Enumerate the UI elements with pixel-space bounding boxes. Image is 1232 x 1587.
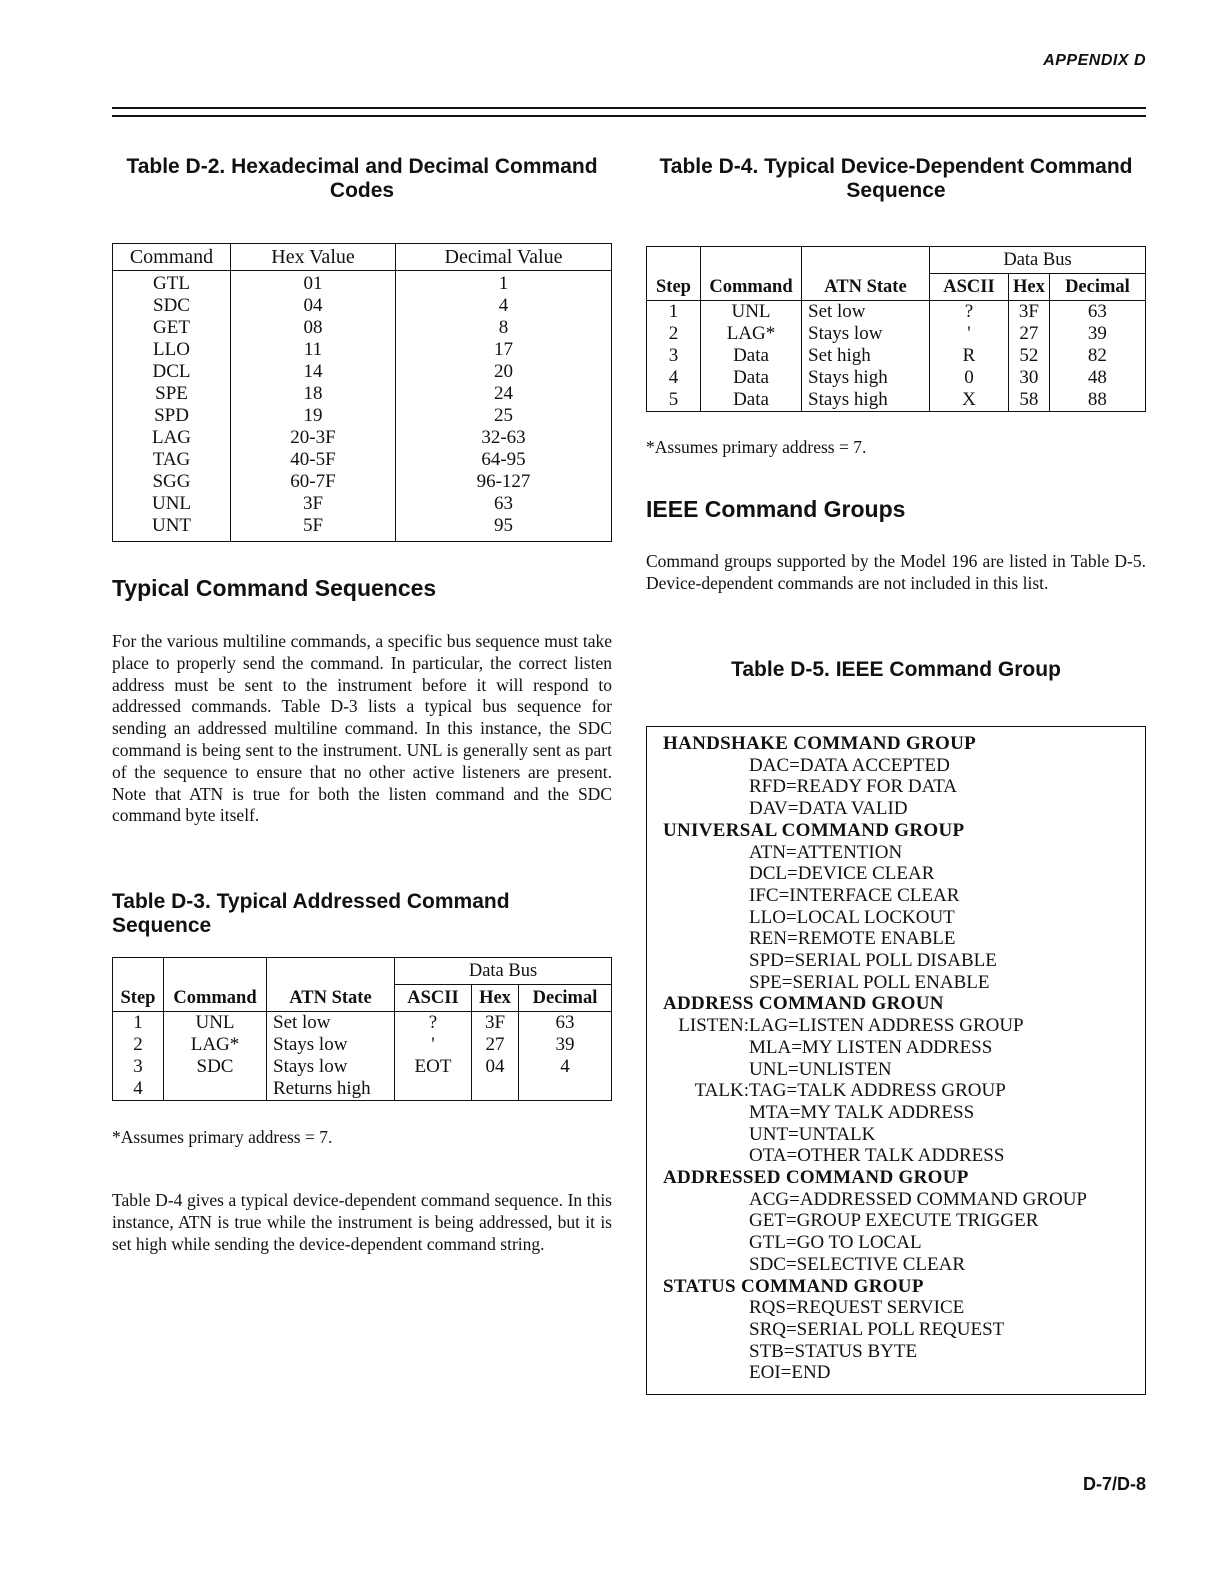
table-d4 [646,246,1146,412]
table-d2-header-row [113,244,612,271]
table-row [647,389,1146,412]
ieee-groups-paragraph: Command groups supported by the Model 196 are listed in Table D-5. Device-dependent commands are not included in this list. [646,551,1146,593]
table-row [113,383,612,405]
table-d3-header-row-1 [113,958,612,985]
table-row [647,345,1146,367]
table-row [113,1034,612,1056]
table-d2-cell-decimal: 96-127 [396,471,612,493]
command-item: STB=STATUS BYTE [749,1340,918,1362]
table-d4-title [646,155,1146,203]
table-d4-footnote: *Assumes primary address = 7. [646,437,867,457]
table-row [113,361,612,383]
table-d4-cell-command: Data [701,389,802,412]
table-d4-cell-atn-state: Set low [802,301,930,324]
table-d2-cell-command: UNL [151,493,192,514]
table-row [113,317,612,339]
table-d4-cell-command: LAG* [701,323,802,345]
table-d2-cell-decimal: 20 [396,361,612,383]
table-d5 [646,726,1146,1395]
table-d2-cell-decimal: 8 [396,317,612,339]
table-d2-cell-hex: 60-7F [231,471,396,493]
table-d2-cell-command: SGG [152,471,191,492]
table-d2-cell-hex: 3F [231,493,396,515]
table-d3-cell-command: LAG* [164,1034,267,1056]
table-d3 [112,957,612,1101]
command-item: GTL=GO TO LOCAL [749,1232,922,1254]
table-d4-cell-command: Data [701,345,802,367]
table-d3-cell-ascii: ' [395,1034,472,1056]
command-item: LAG=LISTEN ADDRESS GROUP [749,1015,1024,1037]
table-d2-cell-decimal: 25 [396,405,612,427]
command-item: TAG=TALK ADDRESS GROUP [749,1080,1006,1102]
table-d2-title [112,155,612,203]
table-d4-header-row-1 [647,247,1146,274]
table-d3-cell-decimal: 4 [519,1056,612,1078]
command-group-heading: STATUS COMMAND GROUP [663,1275,924,1297]
table-d4-cell-command: Data [701,367,802,389]
table-d4-cell-atn-state: Stays high [802,389,930,412]
table-d2-col-command: Command [113,244,231,271]
table-d3-cell-ascii: ? [395,1012,472,1035]
table-d4-cell-step: 2 [668,323,679,344]
table-d3-body [113,1012,612,1101]
table-d4-col-atn: ATN State [802,274,930,301]
table-d4-title-line1: Table D-4. Typical Device-Dependent Command [659,155,1133,178]
table-d2-cell-command: SPD [154,405,189,426]
table-d3-cell-ascii: EOT [395,1056,472,1078]
command-item: SDC=SELECTIVE CLEAR [749,1253,966,1275]
table-d2-body [113,271,612,542]
table-row [113,405,612,427]
table-d2-cell-command: LLO [153,339,190,360]
command-group-subsection [663,1080,1145,1102]
table-d3-cell-command: UNL [164,1012,267,1035]
table-d3-cell-step: 1 [133,1012,143,1033]
table-d2-cell-decimal: 64-95 [396,449,612,471]
table-row [113,427,612,449]
command-item: OTA=OTHER TALK ADDRESS [749,1145,1005,1167]
table-d4-cell-ascii: R [930,345,1009,367]
table-d2-cell-decimal: 95 [396,515,612,542]
appendix-label: APPENDIX D [1043,52,1146,69]
table-d4-cell-ascii: ? [930,301,1009,324]
table-d3-cell-atn-state: Set low [267,1012,395,1035]
table-d4-cell-decimal: 39 [1049,323,1145,345]
table-row [113,471,612,493]
table-d4-cell-hex: 30 [1009,367,1050,389]
table-d2-col-hex: Hex Value [231,244,396,271]
table-d4-col-step: Step [647,274,701,301]
header-rule-bottom [112,115,1146,117]
table-row [113,493,612,515]
table-d4-cell-ascii: X [930,389,1009,412]
command-item: ACG=ADDRESSED COMMAND GROUP [749,1188,1087,1210]
table-d3-cell-ascii [395,1078,472,1101]
table-d4-col-decimal: Decimal [1049,274,1145,301]
table-d2-cell-hex: 14 [231,361,396,383]
table-d3-cell-command: SDC [164,1056,267,1078]
command-item: DAV=DATA VALID [749,798,908,820]
command-item: ATN=ATTENTION [749,841,903,863]
table-d2-cell-hex: 5F [231,515,396,542]
command-item: LLO=LOCAL LOCKOUT [749,906,955,928]
command-item: EOI=END [749,1362,831,1384]
table-d3-cell-hex: 3F [472,1012,519,1035]
table-d3-bus-label: Data Bus [395,958,612,985]
table-d4-cell-decimal: 63 [1049,301,1145,324]
table-d3-cell-hex [472,1078,519,1101]
table-d2-cell-command: SPE [155,383,188,404]
subsection-tag: TALK: [694,1080,749,1102]
table-d2-cell-decimal: 24 [396,383,612,405]
table-d4-cell-hex: 27 [1009,323,1050,345]
table-d2-cell-command: DCL [152,361,191,382]
table-d2-cell-command: UNT [151,515,192,536]
table-row [113,1078,612,1101]
table-d4-cell-step: 3 [668,345,679,366]
table-d3-cell-step: 2 [133,1034,143,1055]
command-item: DCL=DEVICE CLEAR [749,863,935,885]
command-item: RQS=REQUEST SERVICE [749,1297,965,1319]
table-row [647,367,1146,389]
table-d3-cell-hex: 04 [472,1056,519,1078]
typical-sequences-heading: Typical Command Sequences [112,575,437,601]
table-d2-cell-hex: 19 [231,405,396,427]
table-d4-cell-hex: 52 [1009,345,1050,367]
d4-intro-paragraph: Table D-4 gives a typical device-dependent command sequence. In this instance, ATN is true while the instrument is being addressed, but it is set high while sending the device-dependent command string. [112,1190,612,1254]
table-d4-cell-step: 1 [668,301,679,322]
table-d3-col-command: Command [164,985,267,1012]
table-d4-cell-step: 4 [668,367,679,388]
table-d4-cell-hex: 3F [1009,301,1050,324]
table-row [113,1056,612,1078]
command-item: SPD=SERIAL POLL DISABLE [749,950,997,972]
table-d3-header-row-2 [113,985,612,1012]
table-d3-cell-atn-state: Returns high [267,1078,395,1101]
table-d3-col-atn: ATN State [267,985,395,1012]
table-d3-col-decimal: Decimal [519,985,612,1012]
table-d3-cell-step: 4 [133,1078,143,1099]
table-d3-cell-decimal [519,1078,612,1101]
table-d4-body [647,301,1146,412]
table-row [647,301,1146,324]
table-d5-title: Table D-5. IEEE Command Group [731,658,1061,681]
command-item: REN=REMOTE ENABLE [749,928,956,950]
table-row [113,515,612,542]
table-d2-cell-command: GET [153,317,190,338]
table-d2-title-line1: Table D-2. Hexadecimal and Decimal Command [126,155,598,178]
table-d4-cell-atn-state: Stays low [802,323,930,345]
table-d4-cell-step: 5 [668,389,679,410]
table-d3-cell-decimal: 39 [519,1034,612,1056]
table-d4-header-row-2 [647,274,1146,301]
table-d2-cell-decimal: 63 [396,493,612,515]
table-d2-cell-decimal: 4 [396,295,612,317]
table-d4-cell-hex: 58 [1009,389,1050,412]
command-item: MLA=MY LISTEN ADDRESS [749,1036,993,1058]
command-item: SRQ=SERIAL POLL REQUEST [749,1318,1005,1340]
command-item: SPE=SERIAL POLL ENABLE [749,971,990,993]
table-d4-col-command: Command [701,274,802,301]
table-row [113,1012,612,1035]
table-d4-col-ascii: ASCII [930,274,1009,301]
table-d4-cell-command: UNL [701,301,802,324]
table-d2-col-decimal: Decimal Value [396,244,612,271]
table-d2-cell-hex: 01 [231,271,396,296]
command-group-subsection [663,1015,1145,1037]
table-d4-cell-atn-state: Set high [802,345,930,367]
table-d2-cell-decimal: 1 [396,271,612,296]
table-row [113,449,612,471]
table-d2-cell-command: LAG [151,427,192,448]
table-d2-cell-decimal: 17 [396,339,612,361]
command-group-heading: ADDRESSED COMMAND GROUP [663,1167,969,1189]
command-group-heading: UNIVERSAL COMMAND GROUP [663,819,965,841]
table-d3-cell-atn-state: Stays low [267,1056,395,1078]
command-item: GET=GROUP EXECUTE TRIGGER [749,1210,1039,1232]
table-d4-cell-ascii: 0 [930,367,1009,389]
table-row [113,339,612,361]
header-rule-top [112,107,1146,109]
table-d3-footnote: *Assumes primary address = 7. [112,1127,333,1147]
table-d2-cell-hex: 40-5F [231,449,396,471]
table-d4-cell-decimal: 48 [1049,367,1145,389]
table-d4-title-line2: Sequence [846,179,946,202]
command-item: UNL=UNLISTEN [749,1058,892,1080]
command-item: RFD=READY FOR DATA [749,776,958,798]
table-d2-cell-command: SDC [153,295,190,316]
table-d4-col-hex: Hex [1009,274,1050,301]
table-d2-cell-hex: 08 [231,317,396,339]
table-d4-cell-atn-state: Stays high [802,367,930,389]
table-d4-cell-decimal: 82 [1049,345,1145,367]
table-d2-cell-hex: 04 [231,295,396,317]
table-d4-bus-label: Data Bus [930,247,1146,274]
table-d2-cell-hex: 18 [231,383,396,405]
table-d2-cell-hex: 11 [231,339,396,361]
ieee-groups-heading: IEEE Command Groups [646,496,906,522]
table-d3-cell-atn-state: Stays low [267,1034,395,1056]
table-d3-title: Table D-3. Typical Addressed Command Sequence [112,890,510,937]
table-d3-col-step: Step [113,985,164,1012]
table-row [647,323,1146,345]
typical-sequences-paragraph: For the various multiline commands, a specific bus sequence must take place to properly send the command. In particular, the correct listen address must be sent to the instrument before it will respond to addressed commands. Table D-3 lists a typical bus sequence for sending an addressed multiline command. In this instance, the SDC command is being sent to the instrument. UNL is generally sent as part of the sequence to ensure that no other active listeners are present. Note that ATN is true for both the listen command and the SDC command byte itself. [112,631,612,826]
table-d2-cell-command: TAG [152,449,191,470]
command-group-heading: ADDRESS COMMAND GROUN [663,993,944,1015]
command-group-heading: HANDSHAKE COMMAND GROUP [663,733,976,754]
table-d2-title-line2: Codes [329,179,395,202]
subsection-tag: LISTEN: [678,1015,749,1037]
table-d2-cell-hex: 20-3F [231,427,396,449]
table-d4-cell-ascii: ' [930,323,1009,345]
table-d2 [112,243,612,542]
table-d3-cell-step: 3 [133,1056,143,1077]
table-d4-cell-decimal: 88 [1049,389,1145,412]
command-item: IFC=INTERFACE CLEAR [749,884,960,906]
table-d3-cell-decimal: 63 [519,1012,612,1035]
table-d3-col-ascii: ASCII [395,985,472,1012]
command-item: UNT=UNTALK [749,1123,876,1145]
table-row [113,271,612,296]
table-d2-cell-command: GTL [153,273,190,294]
table-d2-cell-decimal: 32-63 [396,427,612,449]
command-item: DAC=DATA ACCEPTED [749,754,950,776]
table-d3-col-hex: Hex [472,985,519,1012]
table-row [113,295,612,317]
table-d3-cell-hex: 27 [472,1034,519,1056]
page-number: D-7/D-8 [1082,1474,1146,1494]
command-item: MTA=MY TALK ADDRESS [749,1101,975,1123]
table-d3-cell-command [164,1078,267,1101]
